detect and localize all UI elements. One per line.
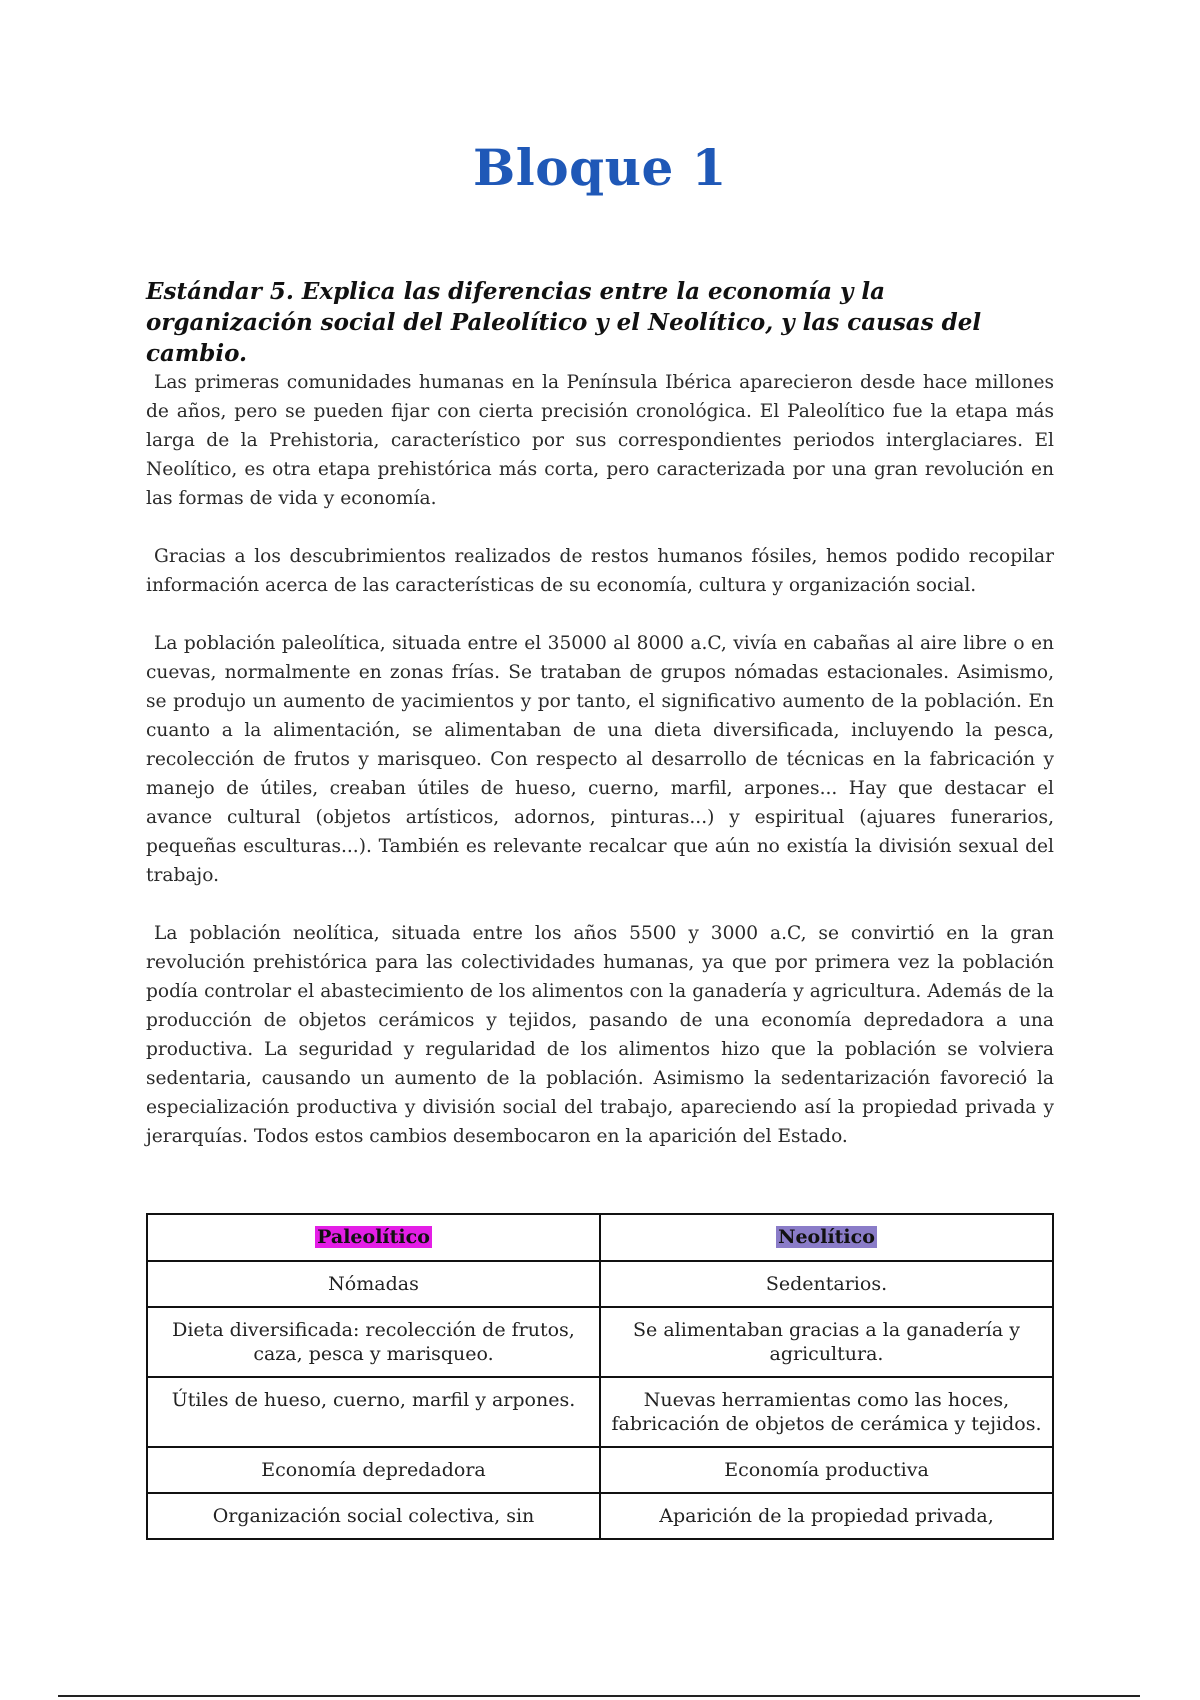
table-cell-neolitico: Se alimentaban gracias a la ganadería y agricultura.: [600, 1307, 1053, 1377]
header-paleolitico: [147, 1214, 600, 1261]
table-cell-paleolitico: Nómadas: [147, 1261, 600, 1307]
body-text: [146, 368, 1054, 1180]
footer-divider: [58, 1695, 1140, 1697]
standard-heading: Estándar 5. Explica las diferencias entre la economía y la organización social del Paleolítico y el Neolítico, y las causas del cambio.: [146, 278, 982, 367]
table-cell-paleolitico: Dieta diversificada: recolección de frutos, caza, pesca y marisqueo.: [147, 1307, 600, 1377]
header-paleolitico-label: Paleolítico: [317, 1226, 430, 1248]
table-cell-neolitico: Nuevas herramientas como las hoces, fabricación de objetos de cerámica y tejidos.: [600, 1377, 1053, 1447]
comparison-table: [146, 1213, 1054, 1540]
table-cell-paleolitico: Organización social colectiva, sin: [147, 1493, 600, 1539]
page-title: Bloque 1: [473, 138, 727, 197]
table-cell-neolitico: Sedentarios.: [600, 1261, 1053, 1307]
table-row: [147, 1307, 1053, 1377]
paragraph-discoveries: Gracias a los descubrimientos realizados de restos humanos fósiles, hemos podido recopilar información acerca de las características de su economía, cultura y organización social.: [146, 546, 1054, 596]
table-row: [147, 1447, 1053, 1493]
table-header-row: [147, 1214, 1053, 1261]
header-neolitico-label: Neolítico: [778, 1226, 875, 1248]
paragraph-paleolithic: La población paleolítica, situada entre el 35000 al 8000 a.C, vivía en cabañas al aire libre o en cuevas, normalmente en zonas frías. Se trataban de grupos nómadas estacionales. Asimismo, se produjo un aumento de yacimientos y por tanto, el significativo aumento de la población. En cuanto a la alimentación, se alimentaban de una dieta diversificada, incluyendo la pesca, recolección de frutos y marisqueo. Con respecto al desarrollo de técnicas en la fabricación y manejo de útiles, creaban útiles de hueso, cuerno, marfil, arpones... Hay que destacar el avance cultural (objetos artísticos, adornos, pinturas...) y espiritual (ajuares funerarios, pequeñas esculturas...). También es relevante recalcar que aún no existía la división sexual del trabajo.: [146, 633, 1054, 886]
table-cell-paleolitico: Útiles de hueso, cuerno, marfil y arpones.: [147, 1377, 600, 1447]
table-row: [147, 1493, 1053, 1539]
table-cell-paleolitico: Economía depredadora: [147, 1447, 600, 1493]
table-cell-neolitico: Aparición de la propiedad privada,: [600, 1493, 1053, 1539]
table-row: [147, 1377, 1053, 1447]
table-cell-neolitico: Economía productiva: [600, 1447, 1053, 1493]
header-neolitico: [600, 1214, 1053, 1261]
paragraph-neolithic: La población neolítica, situada entre los años 5500 y 3000 a.C, se convirtió en la gran revolución prehistórica para las colectividades humanas, ya que por primera vez la población podía controlar el abastecimiento de los alimentos con la ganadería y agricultura. Además de la producción de objetos cerámicos y tejidos, pasando de una economía depredadora a una productiva. La seguridad y regularidad de los alimentos hizo que la población se volviera sedentaria, causando un aumento de la población. Asimismo la sedentarización favoreció la especialización productiva y división social del trabajo, apareciendo así la propiedad privada y jerarquías. Todos estos cambios desembocaron en la aparición del Estado.: [146, 923, 1054, 1147]
table-row: [147, 1261, 1053, 1307]
paragraph-intro: Las primeras comunidades humanas en la Península Ibérica aparecieron desde hace millones de años, pero se pueden fijar con cierta precisión cronológica. El Paleolítico fue la etapa más larga de la Prehistoria, característico por sus correspondientes periodos interglaciares. El Neolítico, es otra etapa prehistórica más corta, pero caracterizada por una gran revolución en las formas de vida y economía.: [146, 372, 1054, 509]
